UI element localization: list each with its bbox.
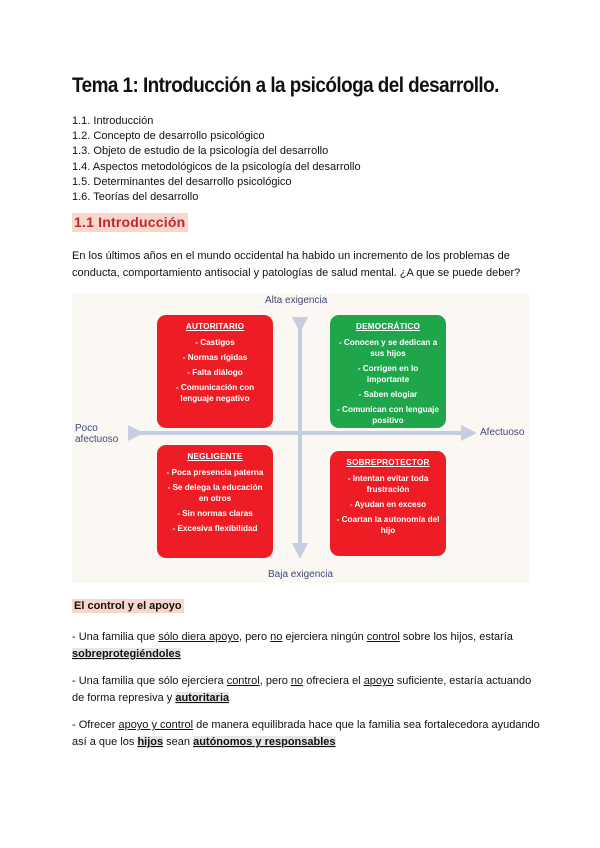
underlined-text: sólo diera apoyo (158, 631, 239, 643)
section-heading: 1.1 Introducción (72, 213, 188, 232)
text-run: de manera equilibrada hace que la familia sea fortalecedora ayudando así a que los (72, 719, 540, 748)
quadrant-item: - Saben elogiar (358, 390, 418, 399)
emphasis-text: autónomos y responsables (193, 736, 336, 748)
quadrant-item: - Intentan evitar toda frustración (347, 474, 429, 494)
toc-item: 1.6. Teorías del desarrollo (72, 191, 199, 204)
quadrant-autoritario (157, 315, 273, 428)
underlined-text: no (290, 675, 304, 687)
axis-label-bottom: Baja exigencia (268, 569, 334, 580)
toc-item: 1.1. Introducción (72, 115, 154, 127)
quadrant-sobreprotector (330, 451, 446, 556)
text-run: ejerciera ningún (282, 631, 367, 643)
paragraph-sobreproteccion (72, 629, 542, 663)
underlined-text: control (226, 675, 260, 687)
paragraph-autoritaria (72, 673, 542, 707)
text-run: , pero (238, 631, 271, 643)
quadrant-item: - Comunicación con lenguaje negativo (175, 383, 255, 403)
quadrant-title: DEMOCRÁTICO (355, 322, 421, 331)
axes-arrows (72, 293, 529, 583)
table-of-contents (72, 114, 361, 205)
quadrant-democratico (330, 315, 446, 428)
axis-label-top: Alta exigencia (265, 295, 328, 306)
quadrant-item: - Ayudan en exceso (349, 500, 427, 509)
quadrant-item: - Coartan la autonomía del hijo (336, 515, 440, 535)
text-run: - Una familia que (72, 631, 159, 643)
quadrant-item: - Poca presencia paterna (166, 468, 264, 477)
emphasis-text: autoritaria (175, 692, 230, 704)
underlined-text: apoyo y control (118, 719, 194, 731)
toc-item: 1.2. Concepto de desarrollo psicológico (72, 130, 265, 143)
toc-item: 1.3. Objeto de estudio de la psicología del desarrollo (72, 145, 329, 158)
control-apoyo-heading: El control y el apoyo (74, 600, 182, 612)
quadrant-item: - Castigos (195, 338, 235, 347)
toc-item: 1.4. Aspectos metodológicos de la psicología del desarrollo (72, 160, 361, 173)
underlined-text: no (270, 631, 283, 643)
quadrant-item: - Se delega la educación en otros (167, 483, 263, 503)
quadrant-item: - Sin normas claras (177, 509, 253, 518)
emphasis-text: sobreprotegiéndoles (72, 648, 181, 660)
text-run: sean (163, 736, 194, 748)
axis-label-left (75, 423, 118, 445)
quadrant-item: - Comunican con lenguaje positivo (337, 405, 439, 425)
emphasis-text: hijos (137, 736, 164, 748)
page-title: Tema 1: Introducción a la psicóloga del desarrollo. (72, 74, 499, 97)
toc-item: 1.5. Determinantes del desarrollo psicológico (72, 175, 292, 188)
axis-label-right: Afectuoso (480, 427, 525, 438)
text-run: ofreciera el (303, 675, 364, 687)
quadrant-negligente (157, 445, 273, 558)
quadrant-title: SOBREPROTECTOR (346, 458, 430, 467)
text-run: - Una familia que sólo ejerciera (72, 675, 227, 687)
quadrant-title: AUTORITARIO (185, 322, 245, 331)
quadrant-item: - Normas rígidas (182, 353, 248, 362)
intro-paragraph: En los últimos años en el mundo occidental ha habido un incremento de los problemas de conducta, comportamiento antisocial y patologías de salud mental. ¿A que se puede deber? (72, 250, 521, 279)
quadrant-item: - Conocen y se dedican a sus hijos (338, 338, 438, 358)
underlined-text: apoyo (363, 675, 394, 687)
text-run: sobre los hijos, estaría (399, 631, 513, 643)
quadrant-item: - Excesiva flexibilidad (172, 524, 258, 533)
paragraph-equilibrio (72, 717, 542, 751)
quadrant-item: - Falta diálogo (187, 368, 243, 377)
underlined-text: control (366, 631, 400, 643)
quadrant-title: NEGLIGENTE (187, 452, 243, 461)
parenting-styles-diagram (72, 293, 529, 583)
axis-label-left-line1: Poco (75, 423, 98, 434)
text-run: - Ofrecer (72, 719, 119, 731)
text-run: , pero (259, 675, 291, 687)
axis-label-left-line2: afectuoso (75, 434, 119, 445)
text-run: suficiente, estaría actuando de forma represiva y (72, 675, 532, 704)
quadrant-item: - Corrigen en lo importante (357, 364, 419, 384)
